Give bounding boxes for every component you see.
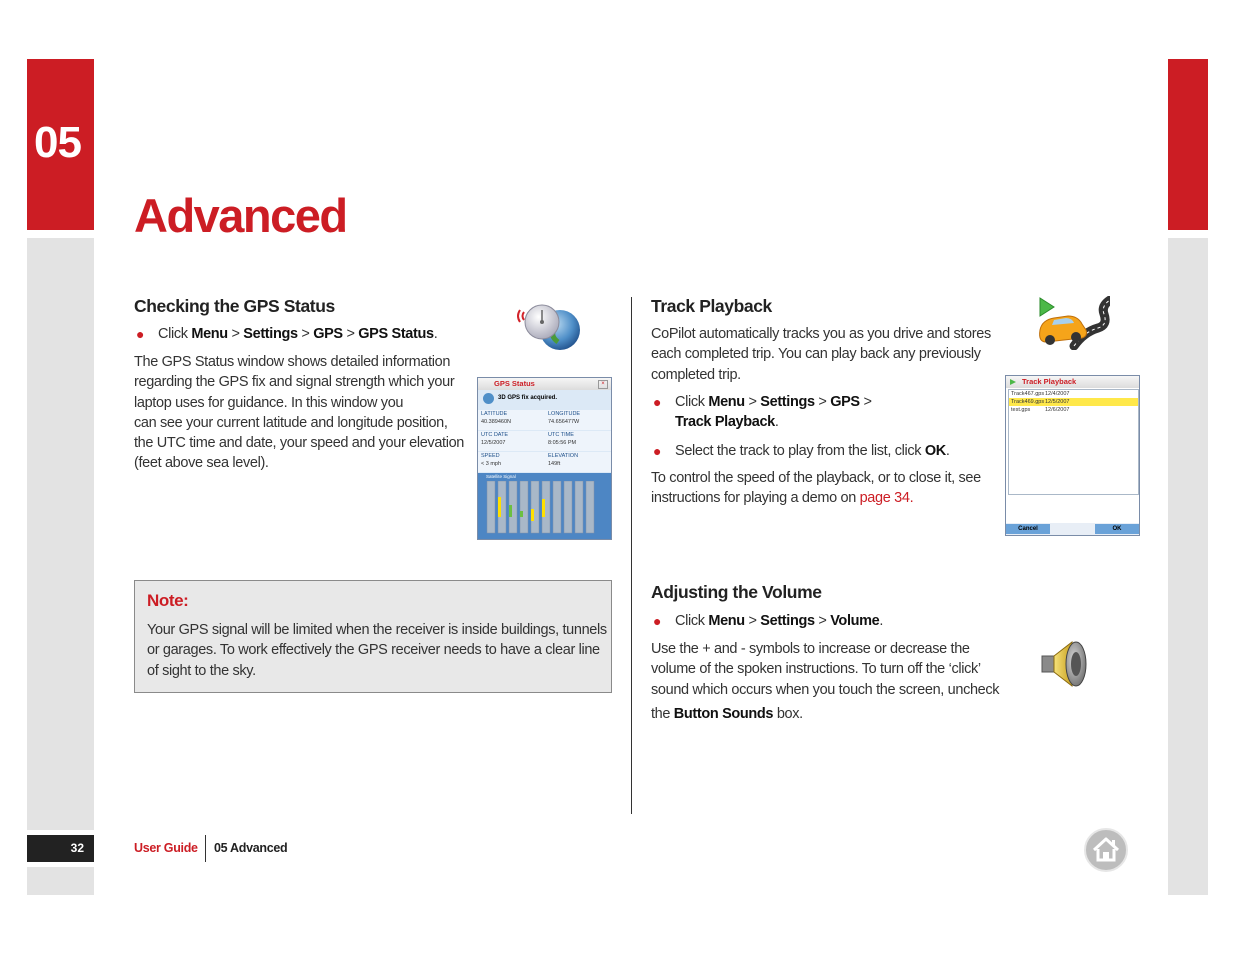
track-playback-window-title: Track Playback <box>1006 376 1139 388</box>
track-select-instruction: Select the track to play from the list, click OK. <box>675 443 950 459</box>
chapter-number: 05 <box>34 118 81 167</box>
signal-label: Satellite Signal <box>486 474 516 479</box>
signal-bars <box>486 481 604 535</box>
speaker-icon <box>1038 636 1094 692</box>
track-playback-instruction: Click Menu > Settings > GPS > Track Playback. <box>675 394 872 431</box>
volume-heading: Adjusting the Volume <box>651 582 822 602</box>
elevation-value: 149ft <box>548 461 561 467</box>
longitude-value: 74.656477W <box>548 419 580 425</box>
gps-status-window-title: GPS Status <box>478 378 611 390</box>
track-playback-screenshot <box>1005 375 1140 536</box>
track-row[interactable]: Track467.gps 12/4/2007 <box>1011 391 1070 397</box>
longitude-label: LONGITUDE <box>548 411 581 417</box>
latitude-value: 40.389460N <box>481 419 511 425</box>
elevation-label: ELEVATION <box>548 453 579 459</box>
speed-value: < 3 mph <box>481 461 502 467</box>
track-playback-intro: CoPilot automatically tracks you as you drive and stores each completed trip. You can play back any previously completed trip. <box>651 326 991 383</box>
gps-status-icon <box>514 296 584 352</box>
left-margin-bar-bottom <box>27 867 94 895</box>
track-playback-icon <box>1034 296 1110 350</box>
gps-status-description: The GPS Status window shows detailed information regarding the GPS fix and signal strength which your laptop uses for guidance. In this window you can see your current latitude and longitude position, the UTC time and date, your speed and your elevation (feet above sea level). <box>134 354 465 472</box>
time-value: 8:05:56 PM <box>548 440 577 446</box>
home-icon[interactable] <box>1083 827 1129 873</box>
left-margin-bar <box>27 238 94 830</box>
globe-icon <box>483 393 494 404</box>
play-icon <box>1010 379 1016 385</box>
page-title: Advanced <box>134 189 347 242</box>
ok-button[interactable]: OK <box>1095 524 1139 534</box>
page-number: 32 <box>27 835 94 862</box>
track-list[interactable] <box>1008 389 1139 495</box>
note-box <box>134 580 612 693</box>
footer-divider <box>205 835 206 862</box>
close-icon: × <box>598 380 608 389</box>
gps-status-instruction: Click Menu > Settings > GPS > GPS Status. <box>158 326 438 342</box>
gps-fix-status: 3D GPS fix acquired. <box>498 395 558 401</box>
bullet-dot: ● <box>136 326 145 342</box>
page-34-link[interactable]: page 34 <box>859 490 910 507</box>
gps-status-heading: Checking the GPS Status <box>134 296 335 316</box>
cancel-button[interactable]: Cancel <box>1006 524 1050 534</box>
bullet-dot: ● <box>653 394 662 410</box>
right-margin-bar <box>1168 238 1208 895</box>
latitude-label: LATITUDE <box>481 411 508 417</box>
column-divider <box>631 297 632 814</box>
volume-description: Use the + and - symbols to increase or decrease the volume of the spoken instructions. To turn off the ‘click’ sound which occurs when you touch the screen, uncheck the Button Sounds box. <box>651 641 1000 722</box>
track-row-selected[interactable]: Track469.gps 12/5/2007 <box>1009 398 1138 406</box>
track-playback-heading: Track Playback <box>651 296 772 316</box>
footer-user-guide-link[interactable]: User Guide <box>134 841 198 855</box>
date-value: 12/5/2007 <box>481 440 506 446</box>
speed-label: SPEED <box>481 453 500 459</box>
bullet-dot: ● <box>653 613 662 629</box>
track-playback-outro: To control the speed of the playback, or to close it, see instructions for playing a demo on page 34. <box>651 470 981 507</box>
footer-section-label: 05 Advanced <box>214 841 288 855</box>
date-label: UTC DATE <box>481 432 509 438</box>
bullet-dot: ● <box>653 443 662 459</box>
note-title: Note: <box>147 591 189 610</box>
track-row[interactable]: test.gps 12/6/2007 <box>1011 407 1070 413</box>
time-label: UTC TIME <box>548 432 574 438</box>
right-chapter-tab <box>1168 59 1208 230</box>
gps-status-screenshot <box>477 377 612 540</box>
volume-instruction: Click Menu > Settings > Volume. <box>675 613 884 629</box>
note-text: Your GPS signal will be limited when the receiver is inside buildings, tunnels or garages. To work effectively the GPS receiver needs to have a clear line of sight to the sky. <box>147 622 607 679</box>
